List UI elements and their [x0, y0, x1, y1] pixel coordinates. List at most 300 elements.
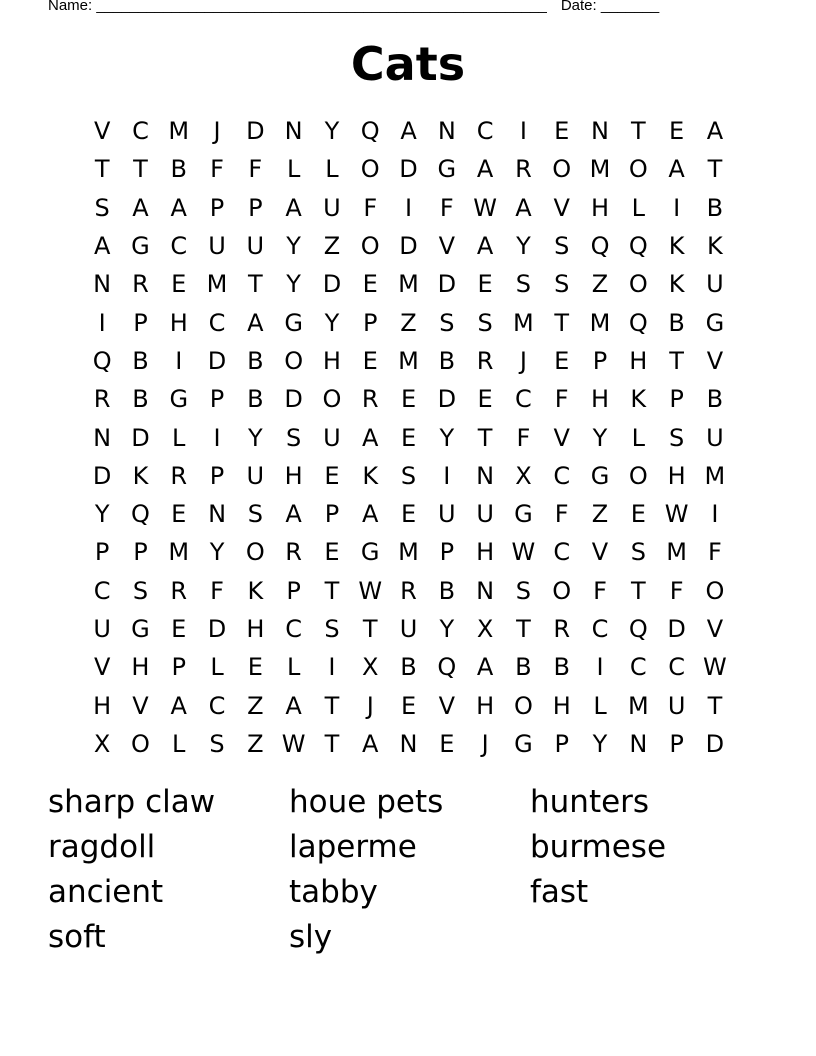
grid-letter: B [132, 346, 149, 375]
grid-letter: T [707, 155, 723, 184]
grid-letter: H [131, 653, 150, 682]
grid-letter: L [172, 423, 186, 452]
grid-letter: Y [439, 423, 455, 452]
grid-letter: B [438, 576, 456, 605]
grid-letter: Q [92, 346, 112, 375]
grid-letter: S [132, 576, 149, 605]
grid-row [83, 457, 734, 495]
grid-letter: C [93, 576, 111, 605]
grid-letter: Q [437, 653, 457, 682]
grid-letter: B [706, 193, 724, 222]
grid-letter: T [133, 155, 148, 184]
grid-letter: T [554, 308, 570, 337]
grid-letter: D [667, 615, 686, 643]
grid-row [83, 189, 734, 227]
grid-letter: H [476, 538, 495, 567]
page-title: Cats [350, 37, 466, 91]
grid-letter: D [131, 423, 150, 452]
grid-letter: F [707, 538, 722, 567]
grid-letter: C [208, 308, 226, 337]
grid-letter: C [515, 385, 532, 414]
grid-letter: S [630, 538, 646, 567]
grid-letter: T [630, 576, 646, 605]
grid-letter: V [553, 193, 570, 222]
grid-letter: E [400, 691, 417, 720]
grid-letter: B [247, 346, 264, 375]
grid-letter: L [325, 155, 339, 184]
grid-letter: M [168, 117, 190, 146]
grid-letter: P [669, 385, 684, 414]
grid-letter: G [514, 500, 533, 529]
grid-row [83, 648, 734, 686]
grid-letter: R [170, 576, 188, 605]
grid-letter: C [591, 615, 609, 643]
grid-letter: F [363, 193, 378, 222]
grid-letter: G [514, 729, 533, 758]
grid-letter: O [552, 576, 572, 605]
grid-letter: A [362, 500, 379, 529]
grid-letter: O [628, 461, 648, 490]
word-list-item: sly [289, 919, 333, 955]
grid-letter: V [706, 346, 724, 375]
grid-letter: E [630, 500, 646, 529]
grid-letter: H [476, 691, 495, 720]
header-line [48, 0, 659, 15]
grid-letter: S [515, 576, 532, 605]
grid-letter: A [285, 691, 302, 720]
grid-letter: O [628, 155, 648, 184]
grid-letter: C [668, 653, 685, 682]
grid-letter: Y [209, 538, 225, 567]
grid-letter: D [705, 729, 725, 758]
grid-letter: O [360, 155, 380, 184]
grid-letter: Y [592, 729, 608, 758]
grid-letter: A [170, 691, 187, 720]
grid-letter: C [553, 461, 571, 490]
grid-letter: U [323, 423, 341, 452]
grid-letter: W [281, 729, 306, 758]
grid-letter: M [168, 538, 190, 567]
grid-letter: N [399, 729, 418, 758]
grid-letter: N [93, 270, 112, 299]
grid-letter: Z [247, 729, 264, 758]
grid-letter: O [628, 270, 648, 299]
grid-letter: F [554, 385, 569, 414]
grid-letter: B [170, 155, 187, 184]
grid-letter: E [362, 270, 378, 299]
grid-row [83, 342, 734, 380]
grid-letter: C [208, 691, 226, 720]
grid-letter: D [207, 615, 227, 643]
grid-letter: Y [248, 423, 263, 452]
grid-letter: C [285, 615, 303, 643]
grid-letter: W [358, 576, 383, 605]
grid-letter: V [93, 653, 111, 682]
grid-letter: P [554, 729, 569, 758]
grid-letter: V [93, 117, 111, 146]
grid-letter: T [324, 691, 340, 720]
grid-letter: Q [628, 232, 648, 261]
grid-letter: A [476, 653, 494, 682]
grid-letter: D [92, 461, 112, 490]
grid-letter: G [705, 308, 725, 337]
grid-letter: B [706, 385, 724, 414]
grid-letter: B [400, 653, 417, 682]
grid-letter: P [133, 538, 148, 567]
grid-letter: O [360, 232, 380, 261]
grid-letter: P [209, 461, 225, 490]
grid-letter: N [591, 117, 609, 146]
grid-letter: W [664, 500, 689, 529]
grid-letter: M [206, 270, 228, 299]
grid-letter: T [707, 691, 723, 720]
word-list [48, 780, 768, 960]
grid-letter: Q [628, 308, 648, 337]
grid-letter: Y [439, 615, 455, 643]
grid-letter: A [285, 500, 302, 529]
grid-letter: N [284, 117, 303, 146]
grid-row [83, 227, 734, 265]
grid-letter: B [247, 385, 264, 414]
grid-letter: I [519, 117, 527, 146]
grid-letter: S [94, 193, 110, 222]
grid-letter: Y [94, 500, 110, 529]
grid-row [83, 112, 734, 150]
grid-letter: R [132, 270, 149, 299]
grid-letter: I [213, 423, 221, 452]
grid-letter: V [706, 615, 724, 643]
grid-letter: G [360, 538, 380, 567]
grid-letter: A [515, 193, 532, 222]
grid-letter: M [589, 308, 611, 337]
grid-letter: E [324, 538, 340, 567]
grid-letter: R [361, 385, 379, 414]
grid-letter: E [400, 423, 417, 452]
grid-letter: U [706, 423, 724, 452]
grid-letter: H [246, 615, 265, 643]
grid-letter: L [631, 193, 645, 222]
grid-letter: M [666, 538, 687, 567]
grid-letter: S [554, 270, 570, 299]
grid-letter: T [248, 270, 263, 299]
word-list-item: ancient [48, 874, 164, 910]
grid-letter: V [438, 691, 456, 720]
grid-letter: X [362, 653, 379, 682]
grid-letter: M [398, 538, 419, 567]
grid-letter: U [246, 232, 265, 261]
grid-letter: N [208, 500, 227, 529]
grid-letter: E [247, 653, 263, 682]
grid-letter: G [131, 615, 150, 643]
grid-letter: E [171, 270, 187, 299]
grid-letter: S [515, 270, 532, 299]
grid-letter: Q [628, 615, 648, 643]
grid-letter: Z [247, 691, 264, 720]
grid-letter: O [245, 538, 265, 567]
grid-letter: K [247, 576, 264, 605]
grid-letter: P [592, 346, 608, 375]
grid-letter: A [476, 155, 494, 184]
grid-letter: F [248, 155, 263, 184]
word-list-item: fast [530, 874, 589, 910]
grid-letter: A [170, 193, 187, 222]
grid-letter: E [439, 729, 455, 758]
grid-letter: B [132, 385, 149, 414]
grid-letter: Y [286, 270, 301, 299]
grid-letter: J [519, 346, 527, 375]
grid-letter: N [437, 117, 456, 146]
name-field: Name: ______________________________________________________ [48, 0, 547, 14]
grid-letter: X [515, 461, 532, 490]
grid-letter: R [285, 538, 302, 567]
grid-letter: R [476, 346, 494, 375]
grid-letter: V [591, 538, 609, 567]
grid-letter: I [443, 461, 451, 490]
grid-letter: E [554, 117, 570, 146]
grid-letter: A [400, 117, 417, 146]
grid-row [83, 495, 734, 533]
word-list-item: houe pets [289, 784, 444, 820]
grid-letter: P [209, 193, 225, 222]
grid-letter: E [171, 615, 187, 643]
grid-letter: M [398, 346, 419, 375]
word-list-item: soft [48, 919, 106, 955]
grid-letter: R [553, 615, 571, 643]
word-list-item: laperme [289, 829, 417, 865]
grid-letter: E [669, 117, 685, 146]
grid-letter: H [552, 691, 571, 720]
grid-letter: A [476, 232, 494, 261]
grid-letter: B [438, 346, 456, 375]
grid-letter: S [400, 461, 417, 490]
grid-letter: T [94, 155, 110, 184]
grid-letter: I [328, 653, 336, 682]
grid-letter: S [477, 308, 493, 337]
grid-letter: Z [400, 308, 417, 337]
grid-letter: A [362, 729, 379, 758]
grid-letter: V [132, 691, 149, 720]
letter-grid [83, 112, 734, 763]
grid-letter: F [554, 500, 569, 529]
grid-letter: K [668, 270, 685, 299]
grid-letter: U [706, 270, 724, 299]
grid-letter: H [284, 461, 303, 490]
grid-letter: A [93, 232, 111, 261]
grid-letter: D [207, 346, 227, 375]
grid-letter: M [513, 308, 534, 337]
grid-letter: S [209, 729, 225, 758]
grid-letter: D [437, 385, 457, 414]
grid-letter: I [596, 653, 604, 682]
grid-letter: T [669, 346, 684, 375]
grid-letter: X [476, 615, 494, 643]
grid-letter: S [247, 500, 263, 529]
grid-letter: C [132, 117, 149, 146]
word-list-item: ragdoll [48, 829, 156, 865]
grid-letter: U [246, 461, 265, 490]
grid-letter: O [705, 576, 725, 605]
grid-letter: A [247, 308, 264, 337]
grid-letter: J [366, 691, 374, 720]
grid-letter: H [93, 691, 112, 720]
grid-letter: P [133, 308, 148, 337]
grid-letter: U [93, 615, 111, 643]
grid-letter: E [400, 500, 417, 529]
grid-letter: A [362, 423, 379, 452]
grid-letter: L [172, 729, 186, 758]
grid-letter: U [438, 500, 456, 529]
grid-row [83, 303, 734, 341]
grid-letter: P [362, 308, 378, 337]
grid-letter: X [93, 729, 111, 758]
grid-letter: E [477, 270, 493, 299]
grid-letter: O [322, 385, 342, 414]
grid-letter: Y [516, 232, 531, 261]
grid-letter: F [439, 193, 454, 222]
grid-letter: L [631, 423, 645, 452]
grid-letter: P [248, 193, 263, 222]
grid-letter: U [476, 500, 494, 529]
grid-letter: L [593, 691, 607, 720]
grid-letter: P [286, 576, 301, 605]
grid-letter: F [593, 576, 607, 605]
grid-letter: O [513, 691, 533, 720]
grid-letter: T [516, 615, 531, 643]
grid-letter: P [324, 500, 340, 529]
grid-row [83, 265, 734, 303]
word-list-item: hunters [530, 784, 650, 820]
grid-letter: S [554, 232, 570, 261]
grid-row [83, 686, 734, 724]
grid-letter: U [208, 232, 226, 261]
grid-letter: D [437, 270, 457, 299]
grid-letter: E [324, 461, 340, 490]
grid-letter: P [209, 385, 225, 414]
grid-letter: A [285, 193, 302, 222]
grid-letter: Y [592, 423, 608, 452]
grid-letter: M [704, 461, 726, 490]
grid-row [83, 150, 734, 188]
grid-row [83, 725, 734, 763]
grid-letter: F [516, 423, 531, 452]
grid-letter: B [553, 653, 570, 682]
grid-letter: Z [591, 270, 609, 299]
grid-letter: U [323, 193, 341, 222]
grid-letter: G [590, 461, 610, 490]
grid-letter: B [515, 653, 532, 682]
grid-letter: B [668, 308, 685, 337]
grid-letter: F [210, 155, 224, 184]
grid-letter: Y [324, 117, 340, 146]
grid-letter: J [481, 729, 489, 758]
word-list-item: tabby [289, 874, 378, 910]
grid-letter: J [213, 117, 221, 146]
grid-letter: E [400, 385, 417, 414]
grid-letter: C [170, 232, 188, 261]
grid-letter: H [629, 346, 648, 375]
grid-letter: K [707, 232, 723, 261]
grid-letter: G [284, 308, 303, 337]
grid-letter: D [399, 232, 418, 261]
grid-letter: A [706, 117, 724, 146]
date-field: Date: _______ [560, 0, 660, 14]
grid-letter: W [703, 653, 727, 682]
grid-letter: L [286, 155, 301, 184]
grid-letter: C [476, 117, 494, 146]
grid-letter: V [553, 423, 570, 452]
grid-letter: L [210, 653, 224, 682]
grid-letter: C [629, 653, 647, 682]
grid-letter: R [170, 461, 188, 490]
grid-letter: E [554, 346, 570, 375]
grid-letter: H [667, 461, 686, 490]
grid-row [83, 380, 734, 418]
grid-letter: N [476, 576, 495, 605]
grid-letter: I [711, 500, 719, 529]
grid-letter: S [324, 615, 340, 643]
grid-letter: D [322, 270, 342, 299]
grid-letter: M [398, 270, 419, 299]
grid-letter: E [362, 346, 378, 375]
grid-letter: I [175, 346, 183, 375]
word-list-item: sharp claw [48, 784, 216, 820]
grid-letter: N [629, 729, 648, 758]
grid-letter: Y [286, 232, 301, 261]
grid-letter: H [590, 385, 610, 414]
grid-letter: O [284, 346, 304, 375]
grid-letter: P [669, 729, 684, 758]
grid-row [83, 572, 734, 610]
grid-letter: S [439, 308, 455, 337]
grid-letter: D [246, 117, 265, 146]
grid-letter: N [476, 461, 495, 490]
grid-letter: H [322, 346, 341, 375]
grid-letter: M [589, 155, 611, 184]
grid-letter: S [286, 423, 302, 452]
grid-letter: K [630, 385, 647, 414]
grid-letter: L [286, 653, 301, 682]
grid-letter: E [477, 385, 493, 414]
grid-letter: G [131, 232, 150, 261]
grid-letter: D [284, 385, 303, 414]
grid-letter: G [169, 385, 189, 414]
grid-letter: T [324, 729, 340, 758]
grid-letter: K [362, 461, 379, 490]
grid-letter: O [552, 155, 572, 184]
grid-letter: W [511, 538, 536, 567]
grid-letter: I [673, 193, 681, 222]
grid-letter: R [93, 385, 111, 414]
grid-letter: Y [324, 308, 340, 337]
grid-letter: U [667, 691, 686, 720]
grid-letter: T [630, 117, 646, 146]
grid-letter: K [132, 461, 149, 490]
grid-letter: P [94, 538, 110, 567]
grid-letter: Z [323, 232, 341, 261]
grid-letter: Q [360, 117, 380, 146]
grid-letter: I [98, 308, 106, 337]
grid-letter: R [400, 576, 417, 605]
grid-row [83, 418, 734, 456]
grid-letter: G [437, 155, 457, 184]
grid-letter: A [668, 155, 685, 184]
grid-letter: Q [131, 500, 150, 529]
grid-letter: V [438, 232, 456, 261]
grid-letter: S [668, 423, 685, 452]
grid-letter: T [324, 576, 340, 605]
grid-letter: P [439, 538, 455, 567]
grid-letter: K [668, 232, 685, 261]
